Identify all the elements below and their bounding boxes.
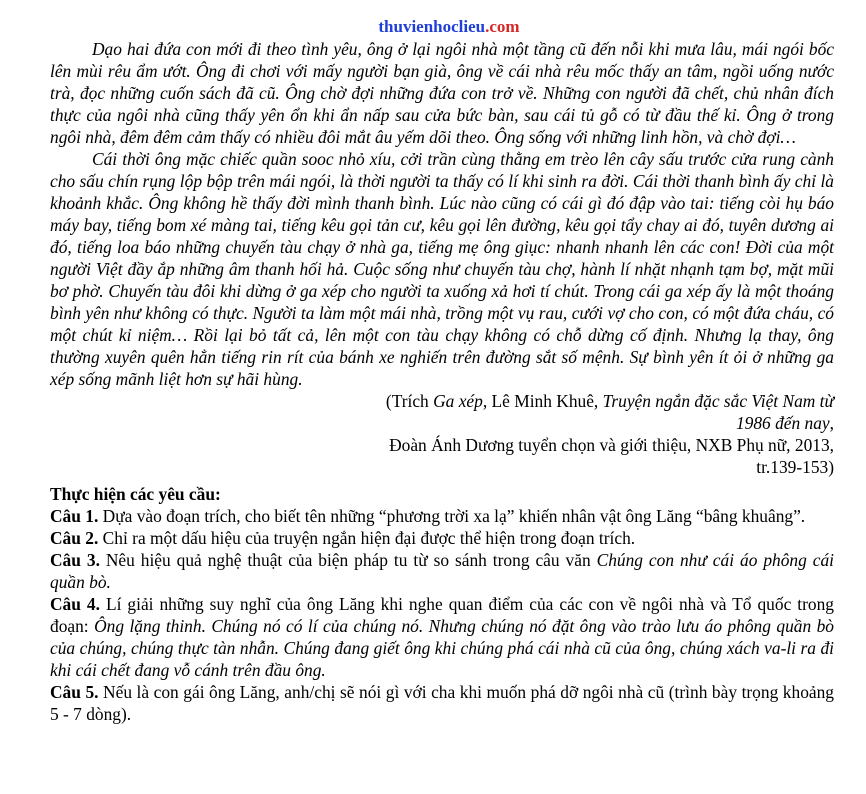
- question-text: Lí giải những suy nghĩ của ông Lăng khi nghe quan điểm của các con về ngôi nhà và Tổ quốc trong đoạn:: [50, 594, 834, 636]
- watermark-name: thuvienhoclieu: [378, 17, 486, 36]
- citation-author: , Lê Minh Khuê,: [482, 391, 603, 411]
- story-excerpt: [50, 38, 834, 390]
- citation-line-3: Đoàn Ánh Dương tuyển chọn và giới thiệu, NXB Phụ nữ, 2013,: [389, 435, 834, 455]
- task-heading: Thực hiện các yêu cầu:: [50, 484, 221, 504]
- question-label: Câu 5.: [50, 682, 99, 702]
- citation-book-title-cont: 1986 đến nay: [735, 413, 830, 433]
- question-label: Câu 3.: [50, 550, 100, 570]
- citation-prefix: (Trích: [385, 391, 434, 411]
- citation-work-title: Ga xép: [433, 391, 483, 411]
- citation-line-2: [50, 412, 834, 434]
- citation-line-1: [50, 390, 834, 412]
- question-3: [50, 549, 834, 593]
- site-watermark[interactable]: [64, 16, 834, 38]
- question-text: Nêu hiệu quả nghệ thuật của biện pháp tu từ so sánh trong câu văn: [99, 550, 597, 570]
- watermark-tld: .com: [485, 17, 520, 36]
- citation-book-title: Truyện ngắn đặc sắc Việt Nam từ: [602, 391, 834, 411]
- question-5: [50, 681, 834, 725]
- question-text: Nếu là con gái ông Lăng, anh/chị sẽ nói gì với cha khi muốn phá dỡ ngôi nhà cũ (trình bày trọng khoảng 5 - 7 dòng).: [50, 682, 835, 724]
- question-quote: Chúng con như cái áo phông cái quần bò.: [50, 550, 835, 592]
- question-1: [50, 505, 834, 527]
- citation-comma: ,: [829, 413, 834, 433]
- excerpt-paragraph: Cái thời ông mặc chiếc quần sooc nhỏ xíu, cởi trần cùng thằng em trèo lên cây sấu trước cửa rung cành cho sấu chín rụng lộp bộp trên mái ngói, là thời người ta thấy có lí khi sinh ra đời. Cái thời thanh bình ấy chỉ là khoảnh khắc. Ông không hề thấy đời mình thanh bình. Lúc nào cũng có cái gì đó đập vào tai: tiếng còi hụ báo máy bay, tiếng bom xé màng tai, tiếng kêu gọi tản cư, kêu gọi lên đường, kêu gọi tẩy chay ai đó, tuyên dương ai đó, tiếng loa báo những chuyến tàu chạy ở nhà ga, tiếng mẹ ông giục: nhanh nhanh lên các con! Đời của một người Việt đầy ắp những âm thanh hối hả. Cuộc sống như chuyến tàu chợ, hành lí nhặt nhạnh tạm bợ, mặt mũi bơ phờ. Chuyến tàu đôi khi dừng ở ga xép cho người ta xuống xả hơi tí chút. Trong cái ga xép ấy là một thoáng bình yên như không có thực. Người ta làm một mái nhà, trồng một vụ rau, cưới vợ cho con, có một đứa cháu, có một chút kỉ niệm… Rồi lại bỏ tất cả, lên một con tàu chạy không có chỗ dừng cố định. Nhưng lạ thay, ông thường xuyên quên hẳn tiếng rin rít của bánh xe nghiến trên đường sắt số mệnh. Sự bình yên ít ỏi ở những ga xép sống mãnh liệt hơn sự hãi hùng.: [50, 149, 834, 389]
- question-label: Câu 2.: [50, 528, 99, 548]
- question-4: [50, 593, 834, 681]
- question-text: Chỉ ra một dấu hiệu của truyện ngắn hiện đại được thể hiện trong đoạn trích.: [98, 528, 636, 548]
- question-quote: Ông lặng thinh. Chúng nó có lí của chúng nó. Nhưng chúng nó đặt ông vào trào lưu áo phông quần bò của chúng, chúng thực tàn nhẫn. Chúng đang giết ông khi chúng phá cái nhà cũ của ông, chúng xách va-li ra đi khi cái chết đang vỗ cánh trên đầu ông.: [50, 616, 834, 680]
- question-text: Dựa vào đoạn trích, cho biết tên những “phương trời xa lạ” khiến nhân vật ông Lăng “bâng khuâng”.: [98, 506, 806, 526]
- question-label: Câu 4.: [50, 594, 100, 614]
- task-list: [50, 483, 834, 725]
- source-citation: [50, 390, 834, 478]
- document-page: [50, 16, 834, 725]
- question-label: Câu 1.: [50, 506, 99, 526]
- citation-line-4: tr.139-153): [756, 457, 834, 477]
- excerpt-paragraph: Dạo hai đứa con mới đi theo tình yêu, ông ở lại ngôi nhà một tầng cũ đến nỗi khi mưa lâu, mái ngói bốc lên mùi rêu ẩm ướt. Ông đi chơi với mấy người bạn già, ông về cái nhà rêu mốc thấy an tâm, ngồi uống nước trà, đọc những cuốn sách đã cũ. Ông chờ đợi những đứa con trở về. Những con người đã chết, chủ nhân đích thực của ngôi nhà cũng thấy yên ổn khi ẩn nấp sau cửa bức bàn, sau cái tủ gỗ có từ đầu thế kỉ. Ông ở trong ngôi nhà, đêm đêm cảm thấy có nhiều đôi mắt âu yếm dõi theo. Ông sống với những linh hồn, và chờ đợi…: [50, 39, 834, 147]
- question-2: [50, 527, 834, 549]
